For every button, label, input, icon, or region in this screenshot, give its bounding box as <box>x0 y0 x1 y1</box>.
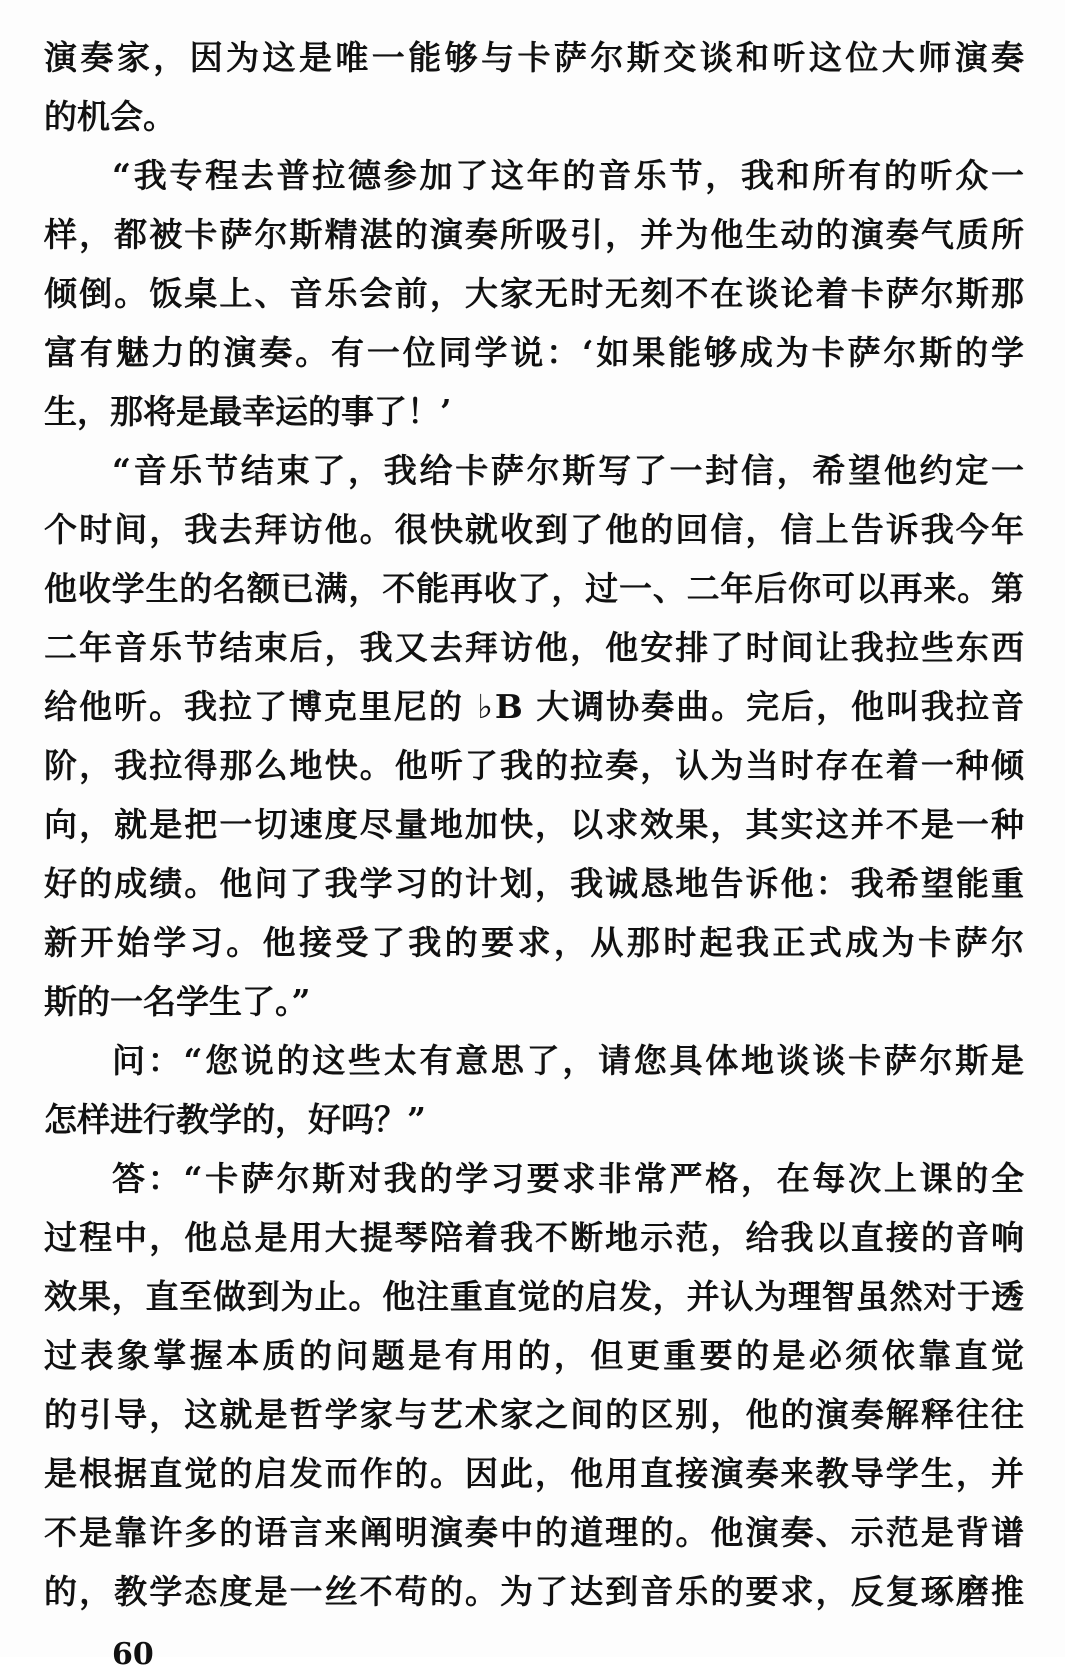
text-line: 的引导，这就是哲学家与艺术家之间的区别，他的演奏解释往往 <box>44 1395 1024 1434</box>
text-line: 新开始学习。他接受了我的要求，从那时起我正式成为卡萨尔 <box>44 923 1024 962</box>
page-number: 60 <box>112 1637 154 1672</box>
text-line: 好的成绩。他问了我学习的计划，我诚恳地告诉他：我希望能重 <box>44 864 1024 903</box>
text-line: 倾倒。饭桌上、音乐会前，大家无时无刻不在谈论着卡萨尔斯那 <box>44 274 1024 313</box>
text-line: 问：“您说的这些太有意思了，请您具体地谈谈卡萨尔斯是 <box>112 1041 1024 1080</box>
text-line: 过表象掌握本质的问题是有用的，但更重要的是必须依靠直觉 <box>44 1336 1024 1375</box>
body-text <box>44 28 1024 1621</box>
text-line: 过程中，他总是用大提琴陪着我不断地示范，给我以直接的音响 <box>44 1218 1024 1257</box>
text-line: “我专程去普拉德参加了这年的音乐节，我和所有的听众一 <box>112 156 1024 195</box>
text-line: 答：“卡萨尔斯对我的学习要求非常严格，在每次上课的全 <box>112 1159 1024 1198</box>
text-line: “音乐节结束了，我给卡萨尔斯写了一封信，希望他约定一 <box>112 451 1024 490</box>
text-line: 向，就是把一切速度尽量地加快，以求效果，其实这并不是一种 <box>44 805 1024 844</box>
text-line: 生，那将是最幸运的事了！’ <box>44 392 452 431</box>
text-line: 不是靠许多的语言来阐明演奏中的道理的。他演奏、示范是背谱 <box>44 1513 1024 1552</box>
text-line: 富有魅力的演奏。有一位同学说：‘如果能够成为卡萨尔斯的学 <box>44 333 1024 372</box>
text-line: 怎样进行教学的，好吗？” <box>44 1100 426 1139</box>
text-line: 给他听。我拉了博克里尼的 ♭B 大调协奏曲。完后，他叫我拉音 <box>44 687 1024 726</box>
text-line: 的，教学态度是一丝不苟的。为了达到音乐的要求，反复琢磨推 <box>44 1572 1024 1611</box>
text-line: 的机会。 <box>44 97 176 136</box>
text-line: 样，都被卡萨尔斯精湛的演奏所吸引，并为他生动的演奏气质所 <box>44 215 1024 254</box>
text-line: 他收学生的名额已满，不能再收了，过一、二年后你可以再来。第 <box>44 569 1024 608</box>
text-line: 斯的一名学生了。” <box>44 982 311 1021</box>
text-line: 二年音乐节结束后，我又去拜访他，他安排了时间让我拉些东西 <box>44 628 1024 667</box>
text-line: 个时间，我去拜访他。很快就收到了他的回信，信上告诉我今年 <box>44 510 1024 549</box>
text-line: 效果，直至做到为止。他注重直觉的启发，并认为理智虽然对于透 <box>44 1277 1024 1316</box>
text-line: 演奏家，因为这是唯一能够与卡萨尔斯交谈和听这位大师演奏 <box>44 38 1024 77</box>
text-line: 是根据直觉的启发而作的。因此，他用直接演奏来教导学生，并 <box>44 1454 1024 1493</box>
text-line: 阶，我拉得那么地快。他听了我的拉奏，认为当时存在着一种倾 <box>44 746 1024 785</box>
